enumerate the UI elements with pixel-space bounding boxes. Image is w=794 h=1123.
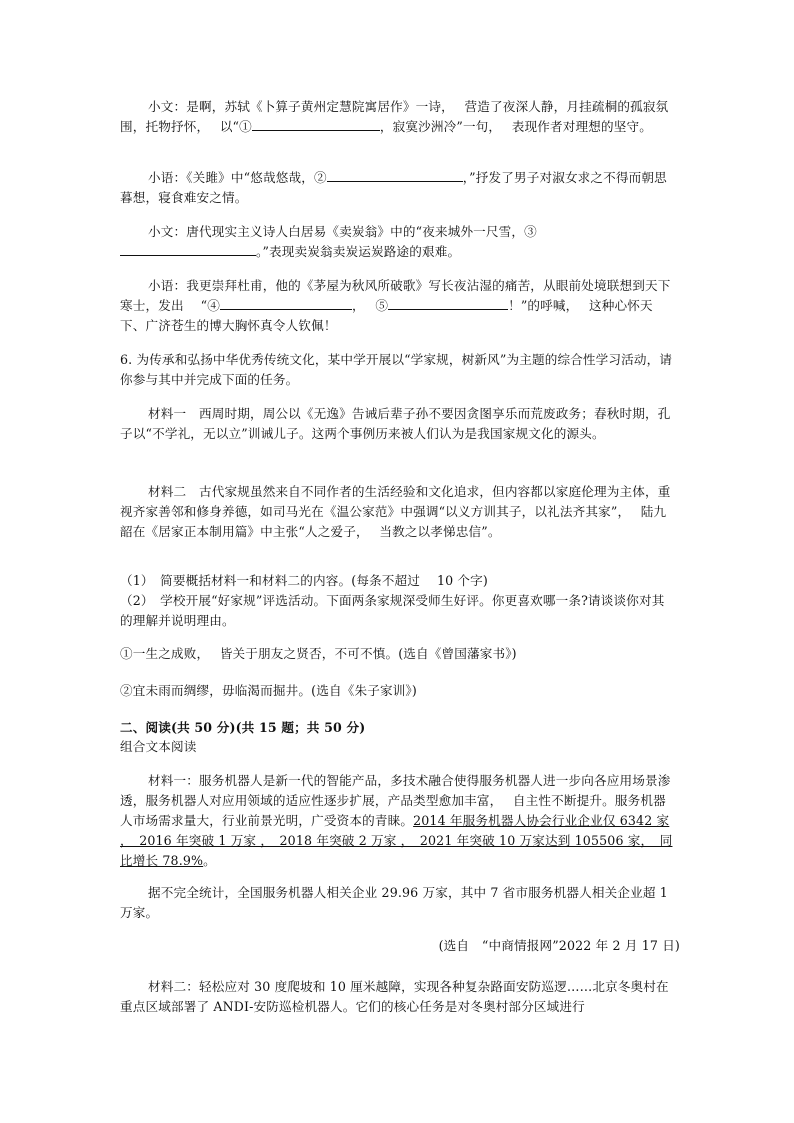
section-heading: 二、阅读(共 50 分)(共 15 题；共 50 分)	[120, 720, 366, 735]
underlined-text: ， 同比增长 78.9%	[120, 833, 673, 868]
text: 表现作者对理想的坚守。	[511, 119, 652, 134]
text: 这种心怀天下、广济苍生的博大胸怀真令人钦佩！	[120, 298, 653, 333]
text: （1） 简要概括材料一和材料二的内容。(每条不超过	[120, 573, 421, 588]
task-1	[120, 571, 675, 591]
task-2: （2） 学校开展“好家规”评选活动。下面两条家规深受师生好评。你更喜欢哪一条?请谈谈你对其的理解并说明理由。	[120, 593, 665, 628]
text: ！”的呼喊，	[508, 298, 573, 313]
underlined-text: 2014 年服务机器人协会行业企业仅 6342 家 ， 2016 年突破 1 万家 ， 2018 年突破 2 万家 ， 2021 年突破 10 万家达到 105506 家	[120, 813, 670, 848]
paragraph-xiaoyu-2	[120, 276, 675, 336]
material-1: 材料一 西周时期，周公以《无逸》告诫后辈子孙不要因贪图享乐而荒废政务；春秋时期，孔子以“不学礼，无以立”训诫儿子。这两个事例历来被人们认为是我国家规文化的源头。	[120, 406, 671, 441]
text: 皆关于朋友之贤否，不可不慎。(选自《曾国藩家书》)	[219, 646, 517, 661]
text: 。”表现卖炭翁卖炭运炭路途的艰难。	[256, 244, 461, 259]
blank-1[interactable]	[252, 118, 380, 131]
blank-4[interactable]	[220, 297, 352, 310]
question-6: 6. 为传承和弘扬中华优秀传统文化，某中学开展以“学家规，树新风”为主题的综合性学习活动，请你参与其中并完成下面的任务。	[120, 352, 673, 387]
paragraph-xiaowen-2	[120, 222, 675, 262]
paragraph-xiaoyu-1	[120, 168, 675, 208]
material-2	[120, 482, 675, 542]
paragraph-xiaowen-1	[120, 97, 675, 137]
text: 小文：唐代现实主义诗人白居易《卖炭翁》中的“夜来城外一尺雪，③	[148, 224, 537, 239]
text: ，”抒发了男子对淑女求之不得而朝思暮想，寝食难安之情。	[120, 170, 667, 205]
blank-2[interactable]	[327, 169, 463, 182]
text: 。	[203, 853, 216, 868]
text: 10 个字)	[436, 573, 488, 588]
text: 营造了夜深人静，月挂疏桐的孤寂氛围，托物抒怀，	[120, 99, 669, 134]
text: ，	[351, 298, 359, 313]
text: ①一生之成败，	[120, 646, 203, 661]
text: ，寂寞沙洲冷”一句，	[379, 119, 495, 134]
text: 小语：《关雎》中“悠哉悠哉，②	[148, 170, 327, 185]
text: 以“①	[219, 119, 252, 134]
reading-material-1	[120, 771, 675, 871]
rule-2: ②宜未雨而绸缪，毋临渴而掘井。(选自《朱子家训》)	[120, 683, 417, 698]
rule-1	[120, 644, 675, 664]
text: “④	[200, 298, 220, 313]
subsection-heading: 组合文本阅读	[120, 739, 197, 754]
text: 材料二 古代家规虽然来自不同作者的生活经验和文化追求，但内容都以家庭伦理为主体，重视齐家善邻和修身养德，如司马光在《温公家范》中强调“以义方训其子，以礼法齐其家”，	[120, 484, 671, 519]
text: 陆九韶在《居家正本制用篇》中主张“人之爱子，	[120, 504, 667, 539]
text: 当教之以孝悌忠信”。	[379, 524, 501, 539]
text: 自主性不断提升。服务机器人市场需求量大，行业前景光明，广受资本的青睐。	[120, 793, 666, 828]
source-citation: (选自 “中商情报网”2022 年 2 月 17 日)	[438, 938, 680, 953]
text: 小文：是啊，苏轼《卜算子黄州定慧院寓居作》一诗，	[148, 99, 448, 114]
reading-material-2: 材料二：轻松应对 30 度爬坡和 10 厘米越障，实现各种复杂路面安防巡逻……北京冬奥村在重点区域部署了 ANDI-安防巡检机器人。它们的核心任务是对冬奥村部分区域进行	[120, 979, 669, 1014]
text: 材料一：服务机器人是新一代的智能产品，多技术融合使得服务机器人进一步向各应用场景渗透，服务机器人对应用领域的适应性逐步扩展，产品类型愈加丰富，	[120, 773, 671, 808]
blank-5[interactable]	[388, 297, 508, 310]
blank-3[interactable]	[120, 243, 256, 256]
text: 小语：我更崇拜杜甫，他的《茅屋为秋风所破歌》写长夜沾湿的痛苦，从眼前处境联想到天下寒士，发出	[120, 278, 671, 313]
reading-material-1b: 据不完全统计，全国服务机器人相关企业 29.96 万家，其中 7 省市服务机器人相关企业超 1 万家。	[120, 885, 668, 920]
text: ⑤	[375, 298, 389, 313]
